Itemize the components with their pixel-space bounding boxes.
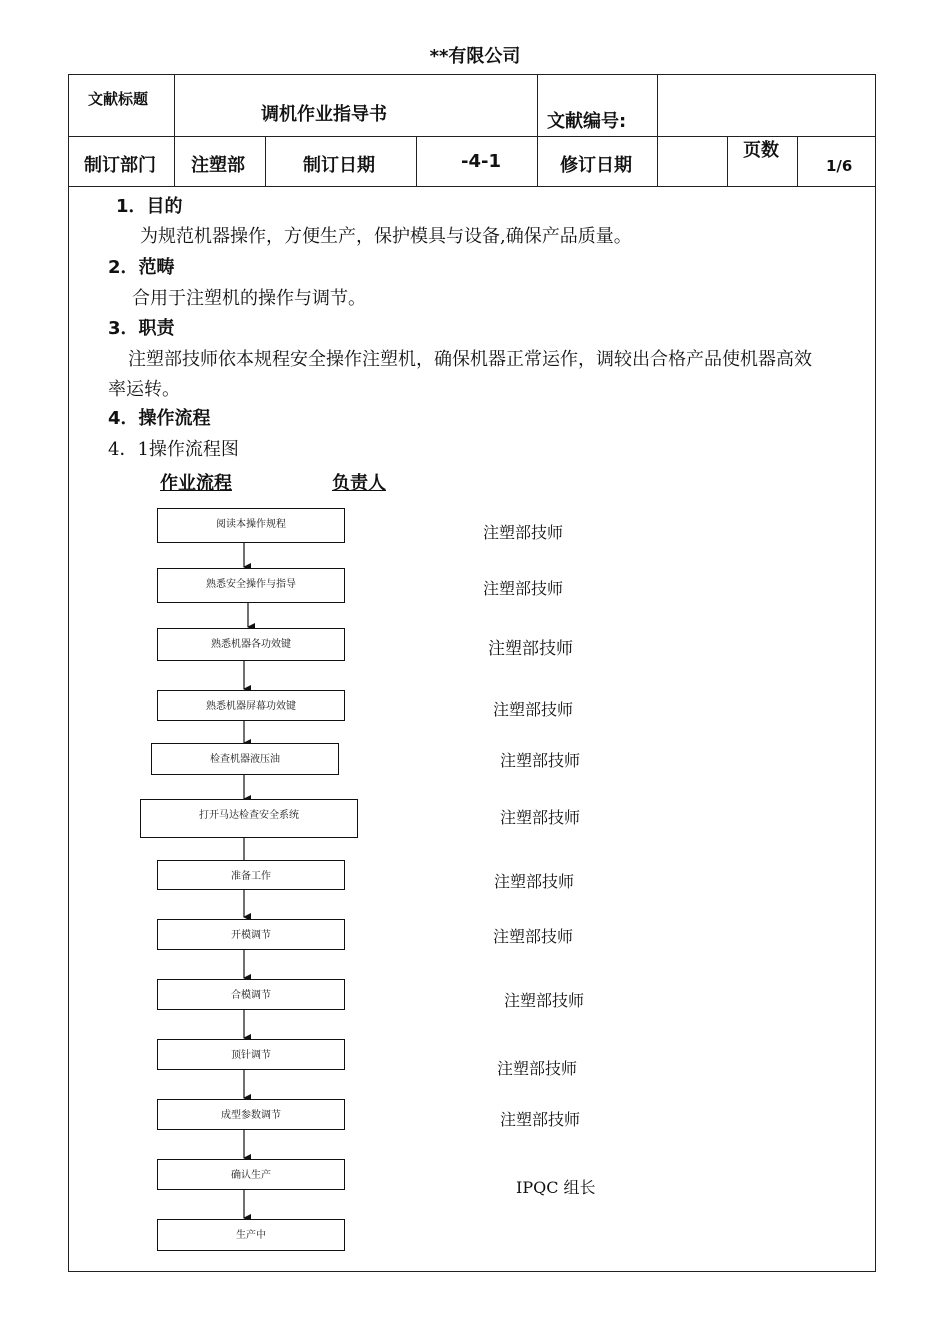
flow-step-13: 生产中 [157, 1219, 345, 1251]
flow-owner-12: IPQC 组长 [516, 1178, 596, 1197]
section-1-title: 1．目的 [116, 196, 183, 217]
dept-value: 注塑部 [191, 155, 245, 176]
flow-step-6: 打开马达检查安全系统 [140, 799, 358, 838]
doc-title-label: 文献标题 [88, 90, 149, 108]
dept-label: 制订部门 [84, 155, 156, 176]
flow-step-10: 顶针调节 [157, 1039, 345, 1070]
pages-value: 1/6 [826, 157, 853, 175]
flow-step-2: 熟悉安全操作与指导 [157, 568, 345, 603]
flow-owner-11: 注塑部技师 [500, 1110, 581, 1129]
section-2-title: 2．范畴 [108, 257, 175, 278]
flow-owner-7: 注塑部技师 [494, 872, 575, 891]
flow-col-owner: 负责人 [332, 473, 386, 494]
section-2-text: 合用于注塑机的操作与调节。 [132, 288, 366, 309]
doc-title: 调机作业指导书 [261, 104, 387, 125]
section-4-title: 4．操作流程 [108, 408, 211, 429]
flow-step-11: 成型参数调节 [157, 1099, 345, 1130]
flow-owner-9: 注塑部技师 [504, 991, 585, 1010]
flow-step-5: 检查机器液压油 [151, 743, 339, 775]
pages-label: 页数 [743, 140, 779, 161]
flow-owner-5: 注塑部技师 [500, 751, 581, 770]
flow-owner-6: 注塑部技师 [500, 808, 581, 827]
flow-owner-4: 注塑部技师 [493, 700, 574, 719]
section-4-1-title: 4．1操作流程图 [108, 439, 239, 460]
section-3-title: 3．职责 [108, 318, 175, 339]
doc-number-label: 文献编号: [547, 111, 627, 132]
section-3-text-line2: 率运转。 [108, 379, 180, 400]
flow-step-3: 熟悉机器各功效键 [157, 628, 345, 661]
revise-label: 修订日期 [560, 155, 632, 176]
date-value: -4-1 [461, 151, 501, 172]
flow-step-7: 准备工作 [157, 860, 345, 890]
flow-step-12: 确认生产 [157, 1159, 345, 1190]
flow-step-8: 开模调节 [157, 919, 345, 950]
flow-step-1: 阅读本操作规程 [157, 508, 345, 543]
section-3-text-line1: 注塑部技师依本规程安全操作注塑机，确保机器正常运作，调较出合格产品使机器高效 [128, 349, 812, 370]
flow-owner-1: 注塑部技师 [483, 523, 564, 542]
flow-step-9: 合模调节 [157, 979, 345, 1010]
flow-col-process: 作业流程 [160, 473, 232, 494]
flow-owner-8: 注塑部技师 [493, 927, 574, 946]
flow-owner-2: 注塑部技师 [483, 579, 564, 598]
flow-owner-3: 注塑部技师 [488, 639, 573, 659]
company-name: **有限公司 [429, 46, 521, 67]
flow-owner-10: 注塑部技师 [497, 1059, 578, 1078]
flow-step-4: 熟悉机器屏幕功效键 [157, 690, 345, 721]
date-label: 制订日期 [303, 155, 375, 176]
section-1-text: 为规范机器操作，方便生产，保护模具与设备,确保产品质量。 [140, 226, 632, 247]
